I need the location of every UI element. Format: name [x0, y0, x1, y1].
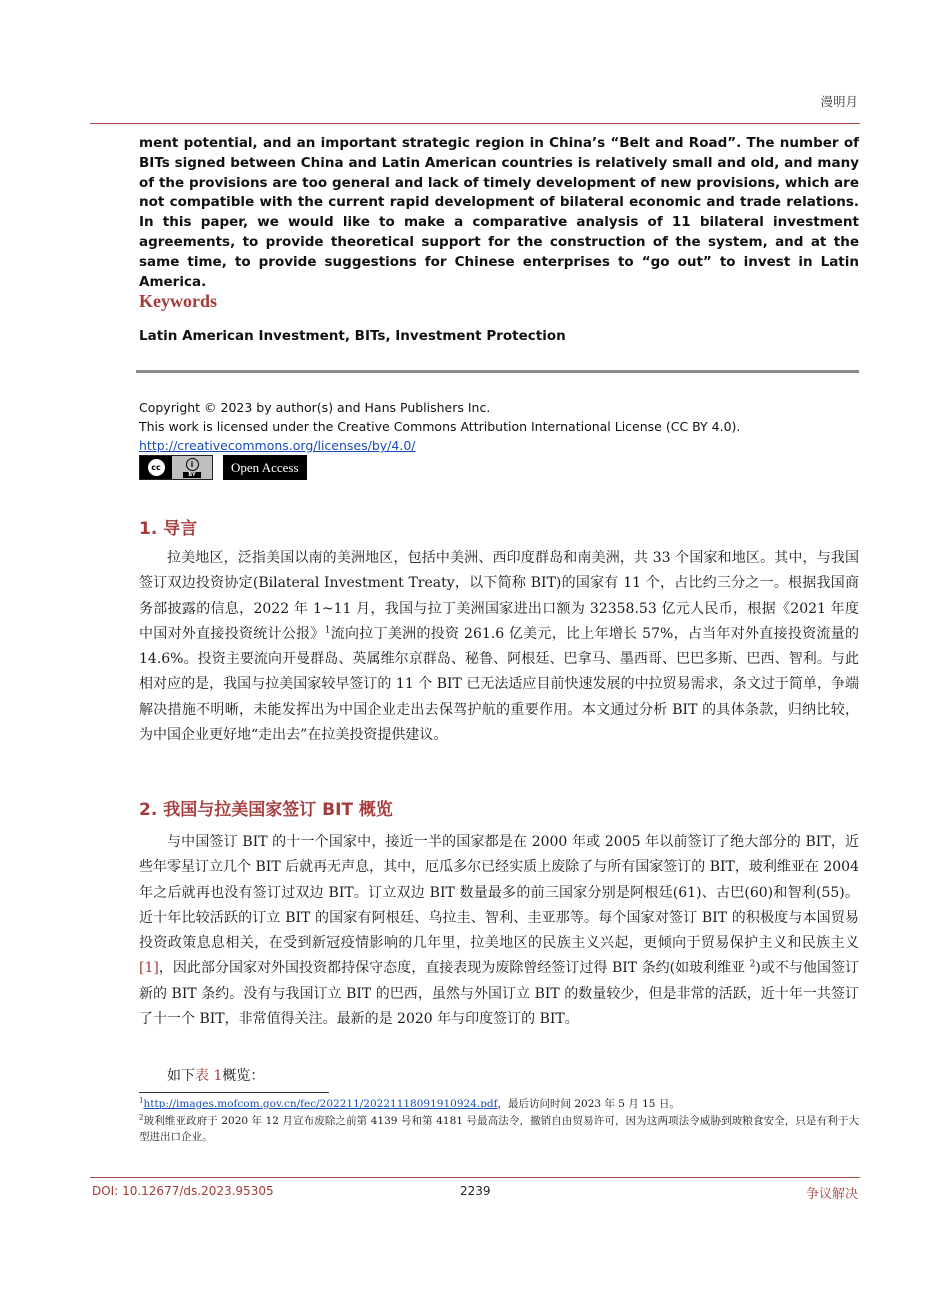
abstract-text: ment potential, and an important strategic region in China’s “Belt and Road”. The number of BITs signed between China and Latin American countries is relatively small and old, and many of the provisions are too general and lack of timely development of new provisions, which are not compatible with the current rapid development of bilateral economic and trade relations. In this paper, we would like to make a comparative analysis of 11 bilateral investment agreements, to provide theoretical support for the construction of the system, and at the same time, to provide suggestions for Chinese enterprises to “go out” to invest in Latin America.: [139, 135, 859, 290]
footnote-marker-1[interactable]: 1: [324, 625, 331, 636]
keywords-heading: Keywords: [139, 291, 217, 311]
table-ref-link[interactable]: 表 1: [195, 1068, 223, 1084]
footnote-2: $^2$玻利维亚政府于 2020 年 12 月宣布废除之前第 4139 号和第 4181 号最高法令，撤销自由贸易许可，因为这两项法令威胁到玻粮食安全，只是有利于大型进出口企业。: [139, 1113, 859, 1143]
section-1-paragraph: 拉美地区，泛指美国以南的美洲地区，包括中美洲、西印度群岛和南美洲，共 33 个国家和地区。其中，与我国签订双边投资协定(Bilateral Investment Treaty，以下简称 BIT)的国家有 11 个，占比约三分之一。根据我国商务部披露的信息，2022 年 1~11 月，我国与拉丁美洲国家进出口额为 32358.53 亿元人民币，根据《2021 年度中国对外直接投资统计公报》$^1$流向拉丁美洲的投资 261.6 亿美元，比上年增长 57%，占当年对外直接投资流量的 14.6%。投资主要流向开曼群岛、英属维尔京群岛、秘鲁、阿根廷、巴拿马、墨西哥、巴巴多斯、巴西、智利。与此相对应的是，我国与拉美国家较早签订的 11 个 BIT 已无法适应目前快速发展的中拉贸易需求，条文过于简单，争端解决措施不明晰，未能发挥出为中国企业走出去保驾护航的重要作用。本文通过分析 BIT 的具体条款，归纳比较，为中国企业更好地“走出去”在拉美投资提供建议。: [139, 550, 860, 744]
footnote-1: $^1$http://images.mofcom.gov.cn/fec/202211/20221118091910924.pdf，最后访问时间 2023 年 5 月 15 日。: [139, 1096, 680, 1110]
footnotes: [139, 1096, 859, 1146]
copyright-block: [139, 398, 740, 455]
cc-by-badge[interactable]: [139, 455, 213, 480]
cc-logo: [140, 456, 172, 479]
footnote-1-link[interactable]: http://images.mofcom.gov.cn/fec/202211/20221118091910924.pdf: [143, 1098, 498, 1110]
person-icon: i: [186, 458, 199, 471]
keywords-text: Latin American Investment, BITs, Investment Protection: [139, 328, 566, 344]
license-line: This work is licensed under the Creative Commons Attribution International License (CC BY 4.0).: [139, 419, 741, 434]
section-divider: [136, 370, 859, 373]
section-2-paragraph: 与中国签订 BIT 的十一个国家中，接近一半的国家都是在 2000 年或 2005 年以前签订了绝大部分的 BIT，近些年零星订立几个 BIT 后就再无声息，其中，厄瓜多尔已经实质上废除了与所有国家签订的 BIT，玻利维亚在 2004 年之后就再也没有签订过双边 BIT。订立双边 BIT 数量最多的前三国家分别是阿根廷(61)、古巴(60)和智利(55)。近十年比较活跃的订立 BIT 的国家有阿根廷、乌拉圭、智利、圭亚那等。每个国家对签订 BIT 的积极度与本国贸易投资政策息息相关，在受到新冠疫情影响的几年里，拉美地区的民族主义兴起，更倾向于贸易保护主义和民族主义[1]，因此部分国家对外国投资都持保守态度，直接表现为废除曾经签订过得 BIT 条约(如玻利维亚 $^2$)或不与他国签订新的 BIT 条约。没有与我国订立 BIT 的巴西，虽然与外国订立 BIT 的数量较少，但是非常的活跃，近十年一共签订了十一个 BIT，非常值得关注。最新的是 2020 年与印度签订的 BIT。: [139, 834, 860, 1028]
cc-icon: cc: [148, 459, 165, 476]
running-header-author: 漫明月: [820, 94, 858, 109]
section-1-heading: 1. 导言: [139, 519, 198, 539]
footer-doi: DOI: 10.12677/ds.2023.95305: [92, 1184, 274, 1198]
header-rule: [90, 123, 860, 124]
section-2-heading: 2. 我国与拉美国家签订 BIT 概览: [139, 800, 393, 820]
license-link[interactable]: http://creativecommons.org/licenses/by/4.0/: [139, 438, 416, 453]
footer-rule: [90, 1177, 860, 1178]
table-intro: 如下表 1概览：: [167, 1068, 265, 1084]
footnote-rule: [139, 1092, 329, 1093]
by-label: BY: [183, 472, 200, 478]
copyright-line: Copyright © 2023 by author(s) and Hans Publishers Inc.: [139, 400, 491, 415]
page-number: 2239: [460, 1184, 491, 1198]
citation-ref[interactable]: [1]: [139, 960, 159, 977]
open-access-badge: Open Access: [223, 455, 307, 480]
footnote-marker-2[interactable]: 2: [749, 959, 756, 970]
footer-journal-name: 争议解决: [805, 1187, 858, 1202]
license-badges: [139, 454, 307, 481]
